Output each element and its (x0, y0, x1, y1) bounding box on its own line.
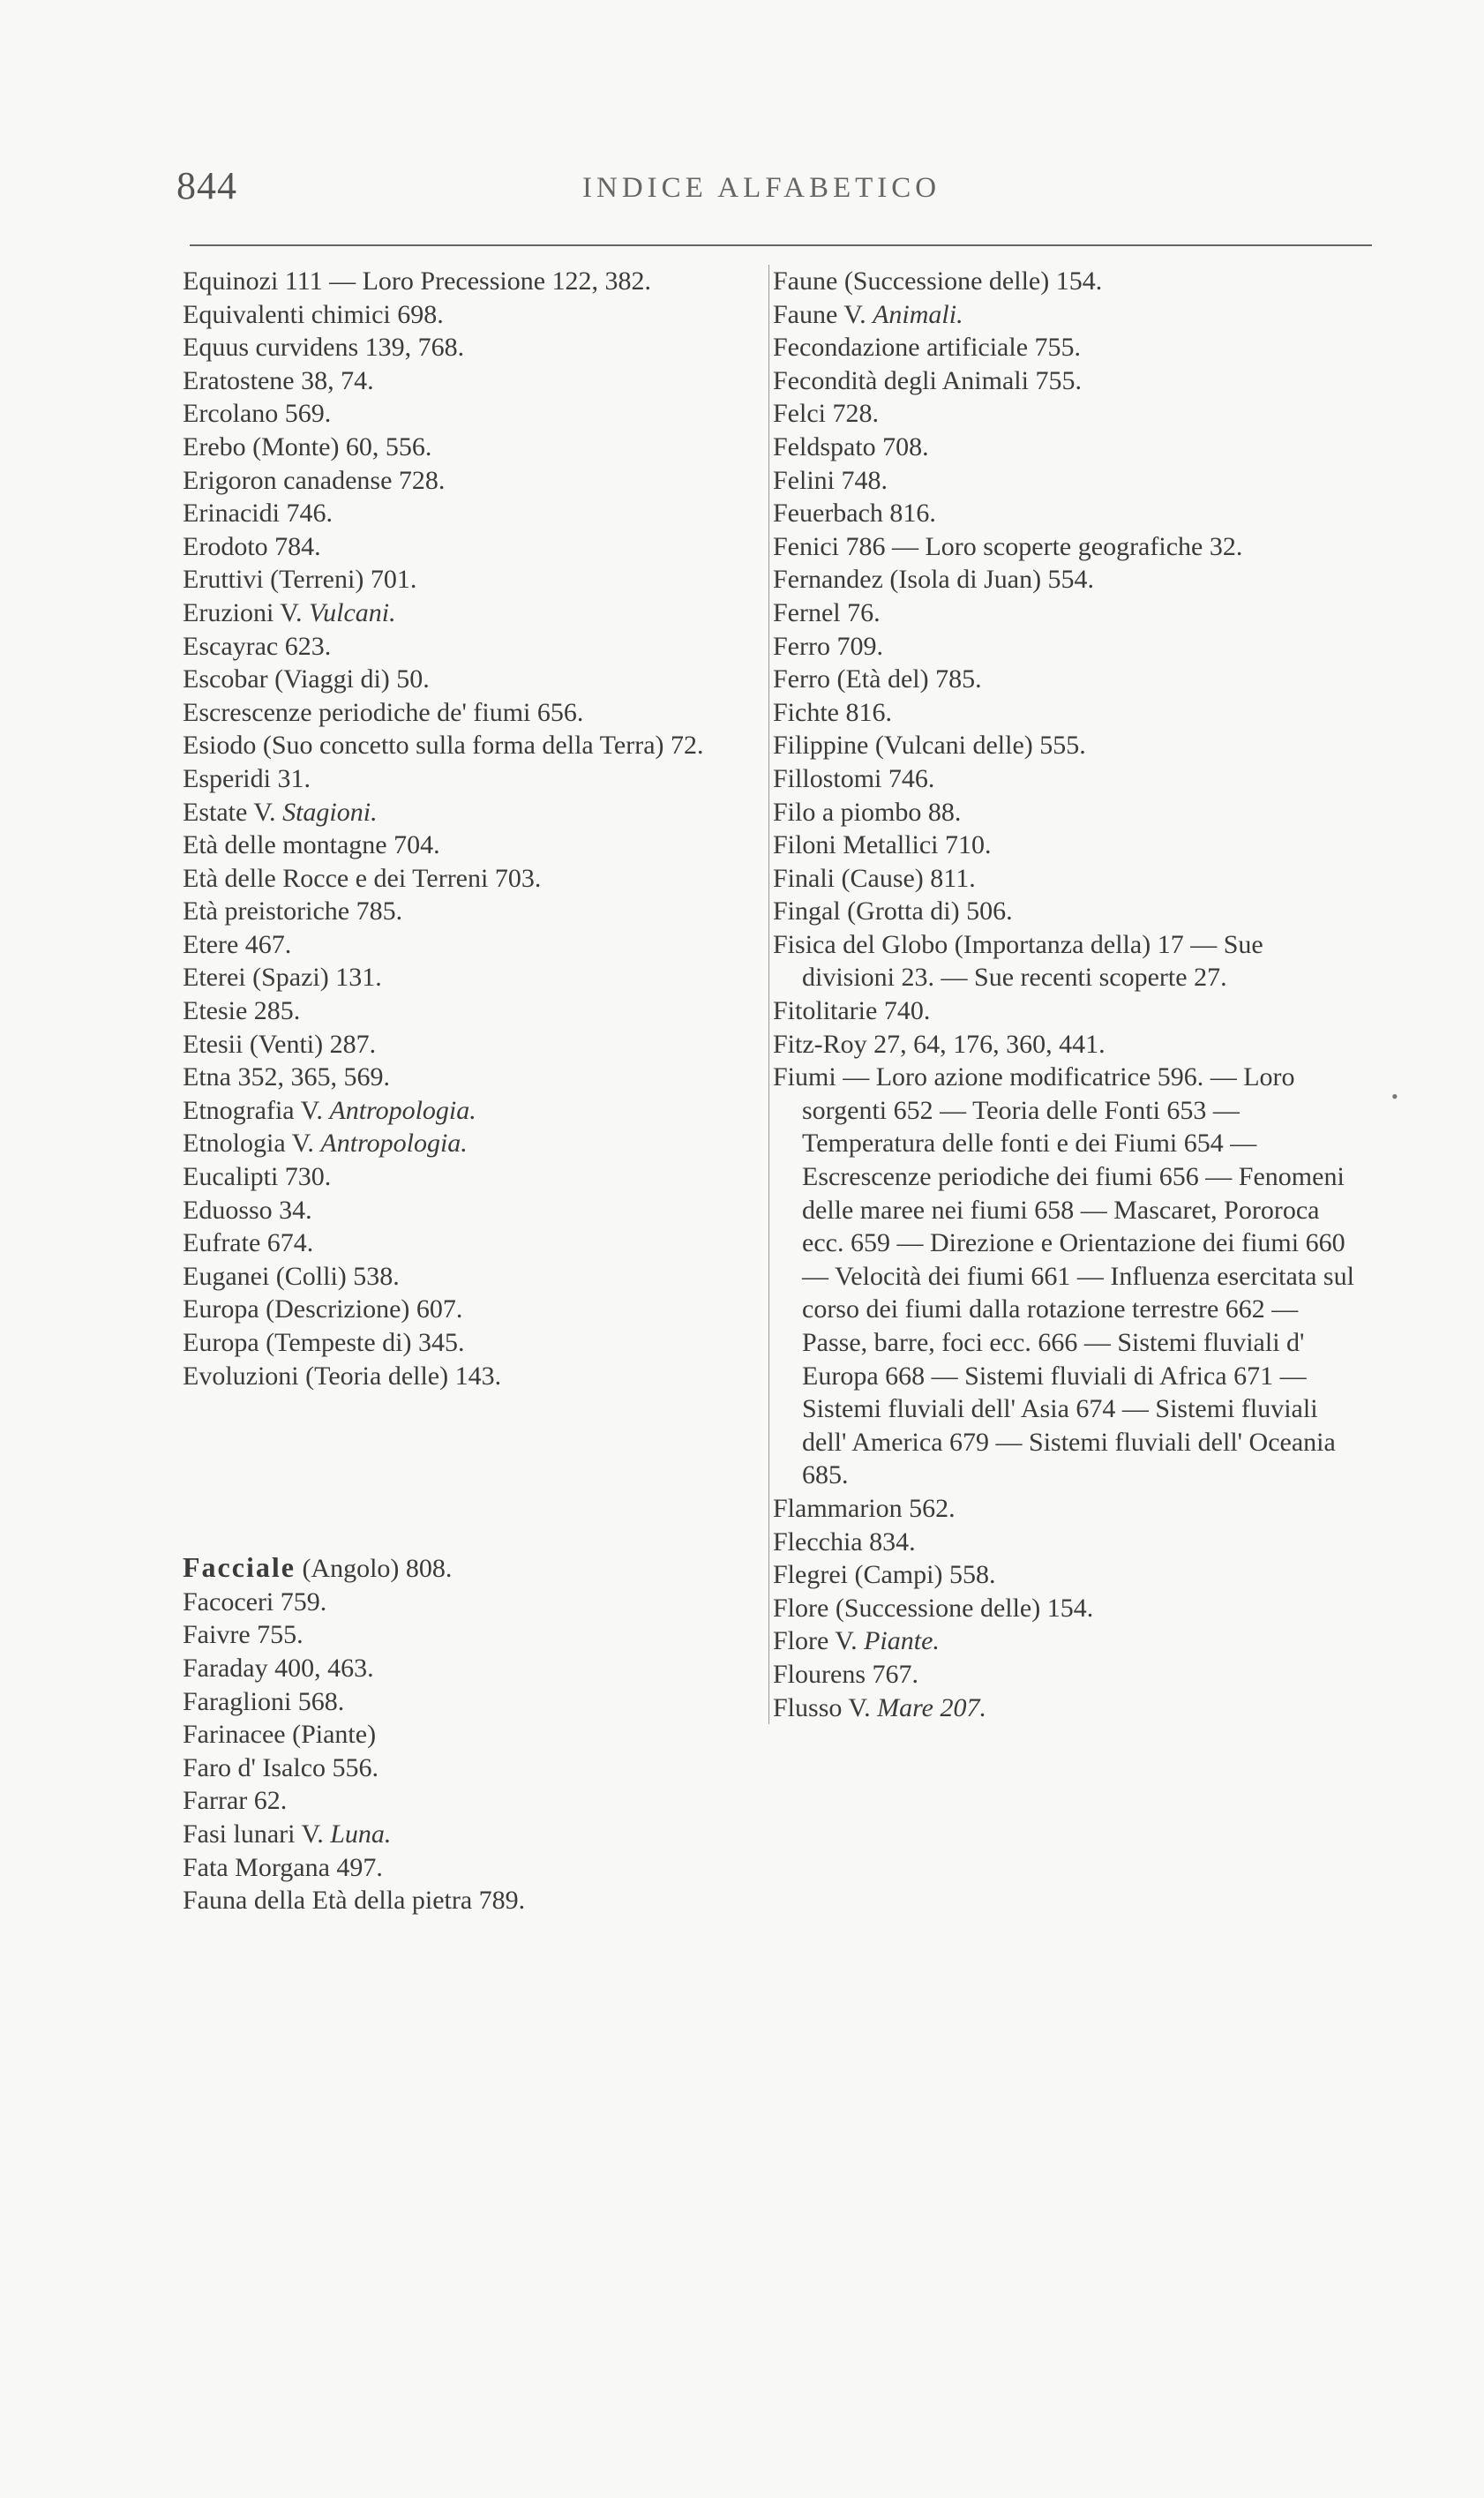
index-entry: Flammarion 562. (773, 1493, 956, 1523)
index-entry: Filo a piombo 88. (773, 797, 962, 827)
index-entry: Erodoto 784. (183, 531, 321, 561)
index-entry: Eucalipti 730. (183, 1162, 332, 1192)
index-entry (183, 1551, 761, 1586)
index-column-right (768, 265, 1355, 1724)
cross-reference: Antropologia. (329, 1095, 476, 1125)
index-entry: Etesie 285. (183, 996, 301, 1026)
header-rule (190, 244, 1372, 246)
index-entry: Fichte 816. (773, 697, 892, 727)
index-entry: Euganei (Colli) 538. (183, 1261, 400, 1291)
entry-text: Fasi lunari V. (183, 1819, 331, 1849)
index-column-left (183, 265, 761, 1917)
index-entry (183, 1094, 761, 1128)
index-entry: Finali (Cause) 811. (773, 863, 976, 893)
index-entry: Fernel 76. (773, 597, 881, 627)
index-entry: Età delle montagne 704. (183, 830, 440, 860)
index-entry (183, 1818, 761, 1851)
index-entry: Faraday 400, 463. (183, 1653, 374, 1683)
entry-text: Flusso V. (773, 1692, 878, 1722)
index-entry: Faraglioni 568. (183, 1686, 345, 1716)
index-entry: Escayrac 623. (183, 631, 332, 661)
entry-text: Estate V. (183, 797, 283, 827)
index-entry: Europa (Tempeste di) 345. (183, 1328, 465, 1357)
index-entry: Ferro (Età del) 785. (773, 664, 982, 694)
index-entry: Fitolitarie 740. (773, 996, 931, 1026)
cross-reference: Mare 207. (877, 1692, 986, 1722)
margin-mark: • (1391, 1085, 1398, 1107)
index-entry: Fitz-Roy 27, 64, 176, 360, 441. (773, 1029, 1106, 1059)
index-entry: Fingal (Grotta di) 506. (773, 896, 1013, 926)
index-entry: Filippine (Vulcani delle) 555. (773, 731, 1086, 761)
index-entry: Etna 352, 365, 569. (183, 1062, 390, 1092)
index-entry (183, 796, 761, 829)
index-entry: Feldspato 708. (773, 431, 929, 461)
cross-reference: Animali. (873, 299, 963, 329)
index-entry: Equinozi 111 — Loro Precessione 122, 382. (183, 266, 652, 296)
index-entry: Erinacidi 746. (183, 499, 333, 529)
index-entry: Fenici 786 — Loro scoperte geografiche 32. (773, 531, 1243, 561)
index-entry: Fecondità degli Animali 755. (773, 365, 1082, 395)
index-entry: Fecondazione artificiale 755. (773, 333, 1082, 363)
entry-text: Faune V. (773, 299, 873, 329)
index-entry: Esperidi 31. (183, 763, 311, 793)
cross-reference: Luna. (330, 1819, 392, 1849)
index-entry: Erigoron canadense 728. (183, 465, 446, 495)
index-entry: Feuerbach 816. (773, 499, 936, 529)
index-entry (183, 1127, 761, 1160)
index-entry: Eratostene 38, 74. (183, 365, 374, 395)
index-entry: Fiumi — Loro azione modificatrice 596. — Loro sorgenti 652 — Teoria delle Fonti 653 — Temperatura delle fonti e dei Fiumi 654 — Escrescenze periodiche dei fiumi 656 — Fenomeni delle maree nei fiumi 658 — Mascaret, Pororoca ecc. 659 — Direzione e Orientazione dei fiumi 660 — Velocità dei fiumi 661 — Influenza esercitata sul corso dei fiumi dalla rotazione terrestre 662 — Passe, barre, foci ecc. 666 — Sistemi fluviali d' Europa 668 — Sistemi fluviali di Africa 671 — Sistemi fluviali dell' Asia 674 — Sistemi fluviali dell' America 679 — Sistemi fluviali dell' Oceania 685. (773, 1062, 1354, 1490)
index-entry (183, 596, 761, 630)
running-title: INDICE ALFABETICO (582, 172, 941, 204)
page-number: 844 (176, 164, 237, 207)
index-entry: Faro d' Isalco 556. (183, 1752, 379, 1782)
index-entry: Equivalenti chimici 698. (183, 299, 444, 329)
index-entry: Fisica del Globo (Importanza della) 17 — Sue divisioni 23. — Sue recenti scoperte 27. (773, 929, 1263, 993)
index-entry: Farrar 62. (183, 1786, 288, 1816)
entry-text: (Angolo) 808. (295, 1554, 453, 1584)
index-entry: Eduosso 34. (183, 1195, 312, 1225)
index-entry: Escrescenze periodiche de' fiumi 656. (183, 697, 584, 727)
index-entry: Evoluzioni (Teoria delle) 143. (183, 1361, 502, 1391)
index-entry: Felci 728. (773, 399, 879, 429)
index-entry: Etere 467. (183, 929, 292, 959)
index-entry: Flecchia 834. (773, 1527, 916, 1557)
index-entry: Erebo (Monte) 60, 556. (183, 431, 432, 461)
section-head-word: Facciale (183, 1551, 296, 1584)
cross-reference: Stagioni. (282, 797, 378, 827)
cross-reference: Antropologia. (320, 1129, 468, 1159)
entry-text: Flore V. (773, 1626, 865, 1656)
index-entry: Europa (Descrizione) 607. (183, 1294, 463, 1324)
index-entry: Ercolano 569. (183, 399, 332, 429)
index-entry: Faivre 755. (183, 1620, 304, 1650)
index-entry: Fata Morgana 497. (183, 1852, 383, 1882)
index-entry: Etesii (Venti) 287. (183, 1029, 377, 1059)
index-entry: Equus curvidens 139, 768. (183, 333, 465, 363)
index-entry: Escobar (Viaggi di) 50. (183, 664, 430, 694)
cross-reference: Piante. (864, 1626, 940, 1656)
index-entry: Fillostomi 746. (773, 763, 935, 793)
index-entry: Felini 748. (773, 465, 888, 495)
index-entry: Eruttivi (Terreni) 701. (183, 565, 417, 595)
index-entry: Eufrate 674. (183, 1228, 314, 1258)
index-entry (773, 1624, 1355, 1658)
index-entry: Età delle Rocce e dei Terreni 703. (183, 863, 542, 893)
index-entry: Esiodo (Suo concetto sulla forma della Terra) 72. (183, 731, 704, 761)
cross-reference: Vulcani. (309, 597, 396, 627)
index-entry: Flore (Successione delle) 154. (773, 1593, 1094, 1623)
index-entry: Flegrei (Campi) 558. (773, 1560, 996, 1590)
index-entry: Facoceri 759. (183, 1587, 327, 1617)
index-entry: Età preistoriche 785. (183, 896, 403, 926)
page-header (0, 163, 1484, 216)
index-entry (773, 1692, 1355, 1725)
index-entry: Faune (Successione delle) 154. (773, 266, 1103, 296)
index-entry: Fauna della Età della pietra 789. (183, 1886, 526, 1916)
index-entry: Farinacee (Piante) (183, 1720, 377, 1750)
entry-text: Etnologia V. (183, 1129, 321, 1159)
index-entry: Fernandez (Isola di Juan) 554. (773, 565, 1095, 595)
index-entry (773, 298, 1355, 332)
index-entry: Ferro 709. (773, 631, 883, 661)
entry-text: Eruzioni V. (183, 597, 310, 627)
index-entry: Filoni Metallici 710. (773, 830, 992, 860)
index-entry: Flourens 767. (773, 1659, 918, 1689)
index-entry: Eterei (Spazi) 131. (183, 963, 382, 993)
section-gap (183, 1392, 761, 1551)
entry-text: Etnografia V. (183, 1095, 330, 1125)
